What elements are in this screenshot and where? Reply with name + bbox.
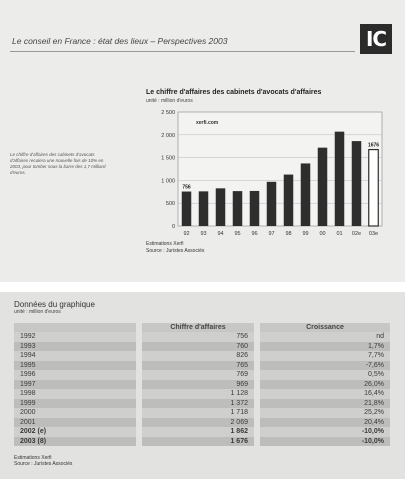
table-cell-revenue: 1 372 — [142, 399, 254, 409]
table-header-revenue: Chiffre d'affaires — [142, 323, 254, 332]
bar — [369, 150, 379, 226]
x-tick-label: 96 — [251, 231, 258, 237]
x-tick-label: 03e — [368, 231, 379, 237]
table-row — [14, 332, 390, 342]
x-tick-label: 98 — [285, 231, 292, 237]
x-tick-label: 99 — [302, 231, 309, 237]
bar — [301, 163, 311, 226]
table-cell-growth: 16,4% — [260, 389, 390, 399]
chart-watermark: xerfi.com — [196, 120, 219, 126]
y-tick-label: 500 — [165, 201, 175, 208]
table-cell-year: 2003 (8) — [14, 437, 136, 447]
table-cell-year: 1997 — [14, 380, 136, 390]
revenue-bar-chart — [146, 108, 388, 240]
table-header-growth: Croissance — [260, 323, 390, 332]
table-row — [14, 351, 390, 361]
chart-title: Le chiffre d'affaires des cabinets d'avocats d'affaires — [146, 89, 322, 96]
table-cell-growth: 7,7% — [260, 351, 390, 361]
table-cell-growth: 25,2% — [260, 408, 390, 418]
bar — [199, 191, 209, 226]
table-row — [14, 437, 390, 447]
table-note-estimates: Estimations Xerfi — [14, 455, 52, 461]
table-row — [14, 380, 390, 390]
x-tick-label: 94 — [217, 231, 224, 237]
table-header-year — [14, 323, 136, 332]
table-cell-growth: 21,8% — [260, 399, 390, 409]
table-cell-revenue: 1 718 — [142, 408, 254, 418]
y-tick-label: 2 000 — [161, 132, 175, 139]
x-tick-label: 00 — [319, 231, 326, 237]
table-row — [14, 399, 390, 409]
table-cell-revenue: 2 069 — [142, 418, 254, 428]
header-title: Le conseil en France : état des lieux – Perspectives 2003 — [12, 36, 228, 46]
report-page-bottom — [0, 292, 405, 479]
y-tick-label: 0 — [171, 224, 175, 230]
table-cell-revenue: 1 676 — [142, 437, 254, 447]
table-cell-year: 1995 — [14, 361, 136, 371]
header-divider — [10, 51, 355, 52]
bar — [318, 148, 328, 226]
y-tick-label: 1 500 — [161, 155, 175, 162]
table-cell-year: 1998 — [14, 389, 136, 399]
xerfi-logo: IC — [360, 24, 392, 54]
table-cell-growth: -7,6% — [260, 361, 390, 371]
table-row — [14, 427, 390, 437]
chart-note-source: Source : Juristes Associés — [146, 248, 205, 254]
table-cell-growth: 20,4% — [260, 418, 390, 428]
table-title: Données du graphique — [14, 300, 95, 309]
x-tick-label: 92 — [183, 231, 190, 237]
bar — [267, 182, 277, 226]
table-unit: unité : million d'euros — [14, 309, 61, 315]
y-tick-label: 1 000 — [161, 178, 175, 185]
bar — [335, 132, 345, 226]
y-tick-label: 2 500 — [161, 110, 175, 116]
table-cell-growth: -10,0% — [260, 437, 390, 447]
chart-commentary: Le chiffre d'affaires des cabinets d'avocats d'affaires reculera une nouvelle fois de 10% en 2003, pour tomber sous la barre des 1,7 milliard d'euros. — [10, 152, 106, 175]
table-cell-growth: 1,7% — [260, 342, 390, 352]
chart-unit: unité : million d'euros — [146, 98, 193, 104]
table-cell-year: 2000 — [14, 408, 136, 418]
table-cell-revenue: 756 — [142, 332, 254, 342]
table-cell-revenue: 969 — [142, 380, 254, 390]
table-row — [14, 389, 390, 399]
bar — [250, 191, 260, 226]
table-header-row — [14, 323, 390, 332]
table-row — [14, 361, 390, 371]
table-cell-revenue: 765 — [142, 361, 254, 371]
table-cell-year: 2002 (e) — [14, 427, 136, 437]
table-cell-revenue: 1 862 — [142, 427, 254, 437]
x-tick-label: 97 — [268, 231, 275, 237]
x-tick-label: 01 — [336, 231, 343, 237]
table-cell-year: 1996 — [14, 370, 136, 380]
data-table — [14, 323, 390, 446]
table-cell-growth: -10,0% — [260, 427, 390, 437]
table-note-source: Source : Juristes Associés — [14, 461, 73, 467]
table-cell-year: 1994 — [14, 351, 136, 361]
table-cell-year: 1999 — [14, 399, 136, 409]
table-cell-growth: 0,5% — [260, 370, 390, 380]
table-cell-growth: nd — [260, 332, 390, 342]
table-row — [14, 370, 390, 380]
table-row — [14, 418, 390, 428]
bar — [182, 192, 192, 226]
x-tick-label: 95 — [234, 231, 241, 237]
table-cell-revenue: 760 — [142, 342, 254, 352]
table-cell-growth: 26,0% — [260, 380, 390, 390]
bar — [284, 175, 294, 226]
table-cell-year: 1992 — [14, 332, 136, 342]
table-cell-revenue: 769 — [142, 370, 254, 380]
table-row — [14, 342, 390, 352]
bar — [233, 191, 243, 226]
bar — [216, 188, 226, 226]
x-tick-label: 93 — [200, 231, 207, 237]
table-cell-year: 1993 — [14, 342, 136, 352]
table-cell-revenue: 826 — [142, 351, 254, 361]
table-row — [14, 408, 390, 418]
chart-note-estimates: Estimations Xerfi — [146, 241, 184, 247]
bar — [352, 141, 362, 226]
data-label: 1676 — [367, 142, 380, 149]
plot-area — [178, 112, 382, 226]
data-label: 756 — [182, 184, 191, 191]
table-cell-year: 2001 — [14, 418, 136, 428]
table-cell-revenue: 1 128 — [142, 389, 254, 399]
x-tick-label: 02e — [351, 231, 362, 237]
